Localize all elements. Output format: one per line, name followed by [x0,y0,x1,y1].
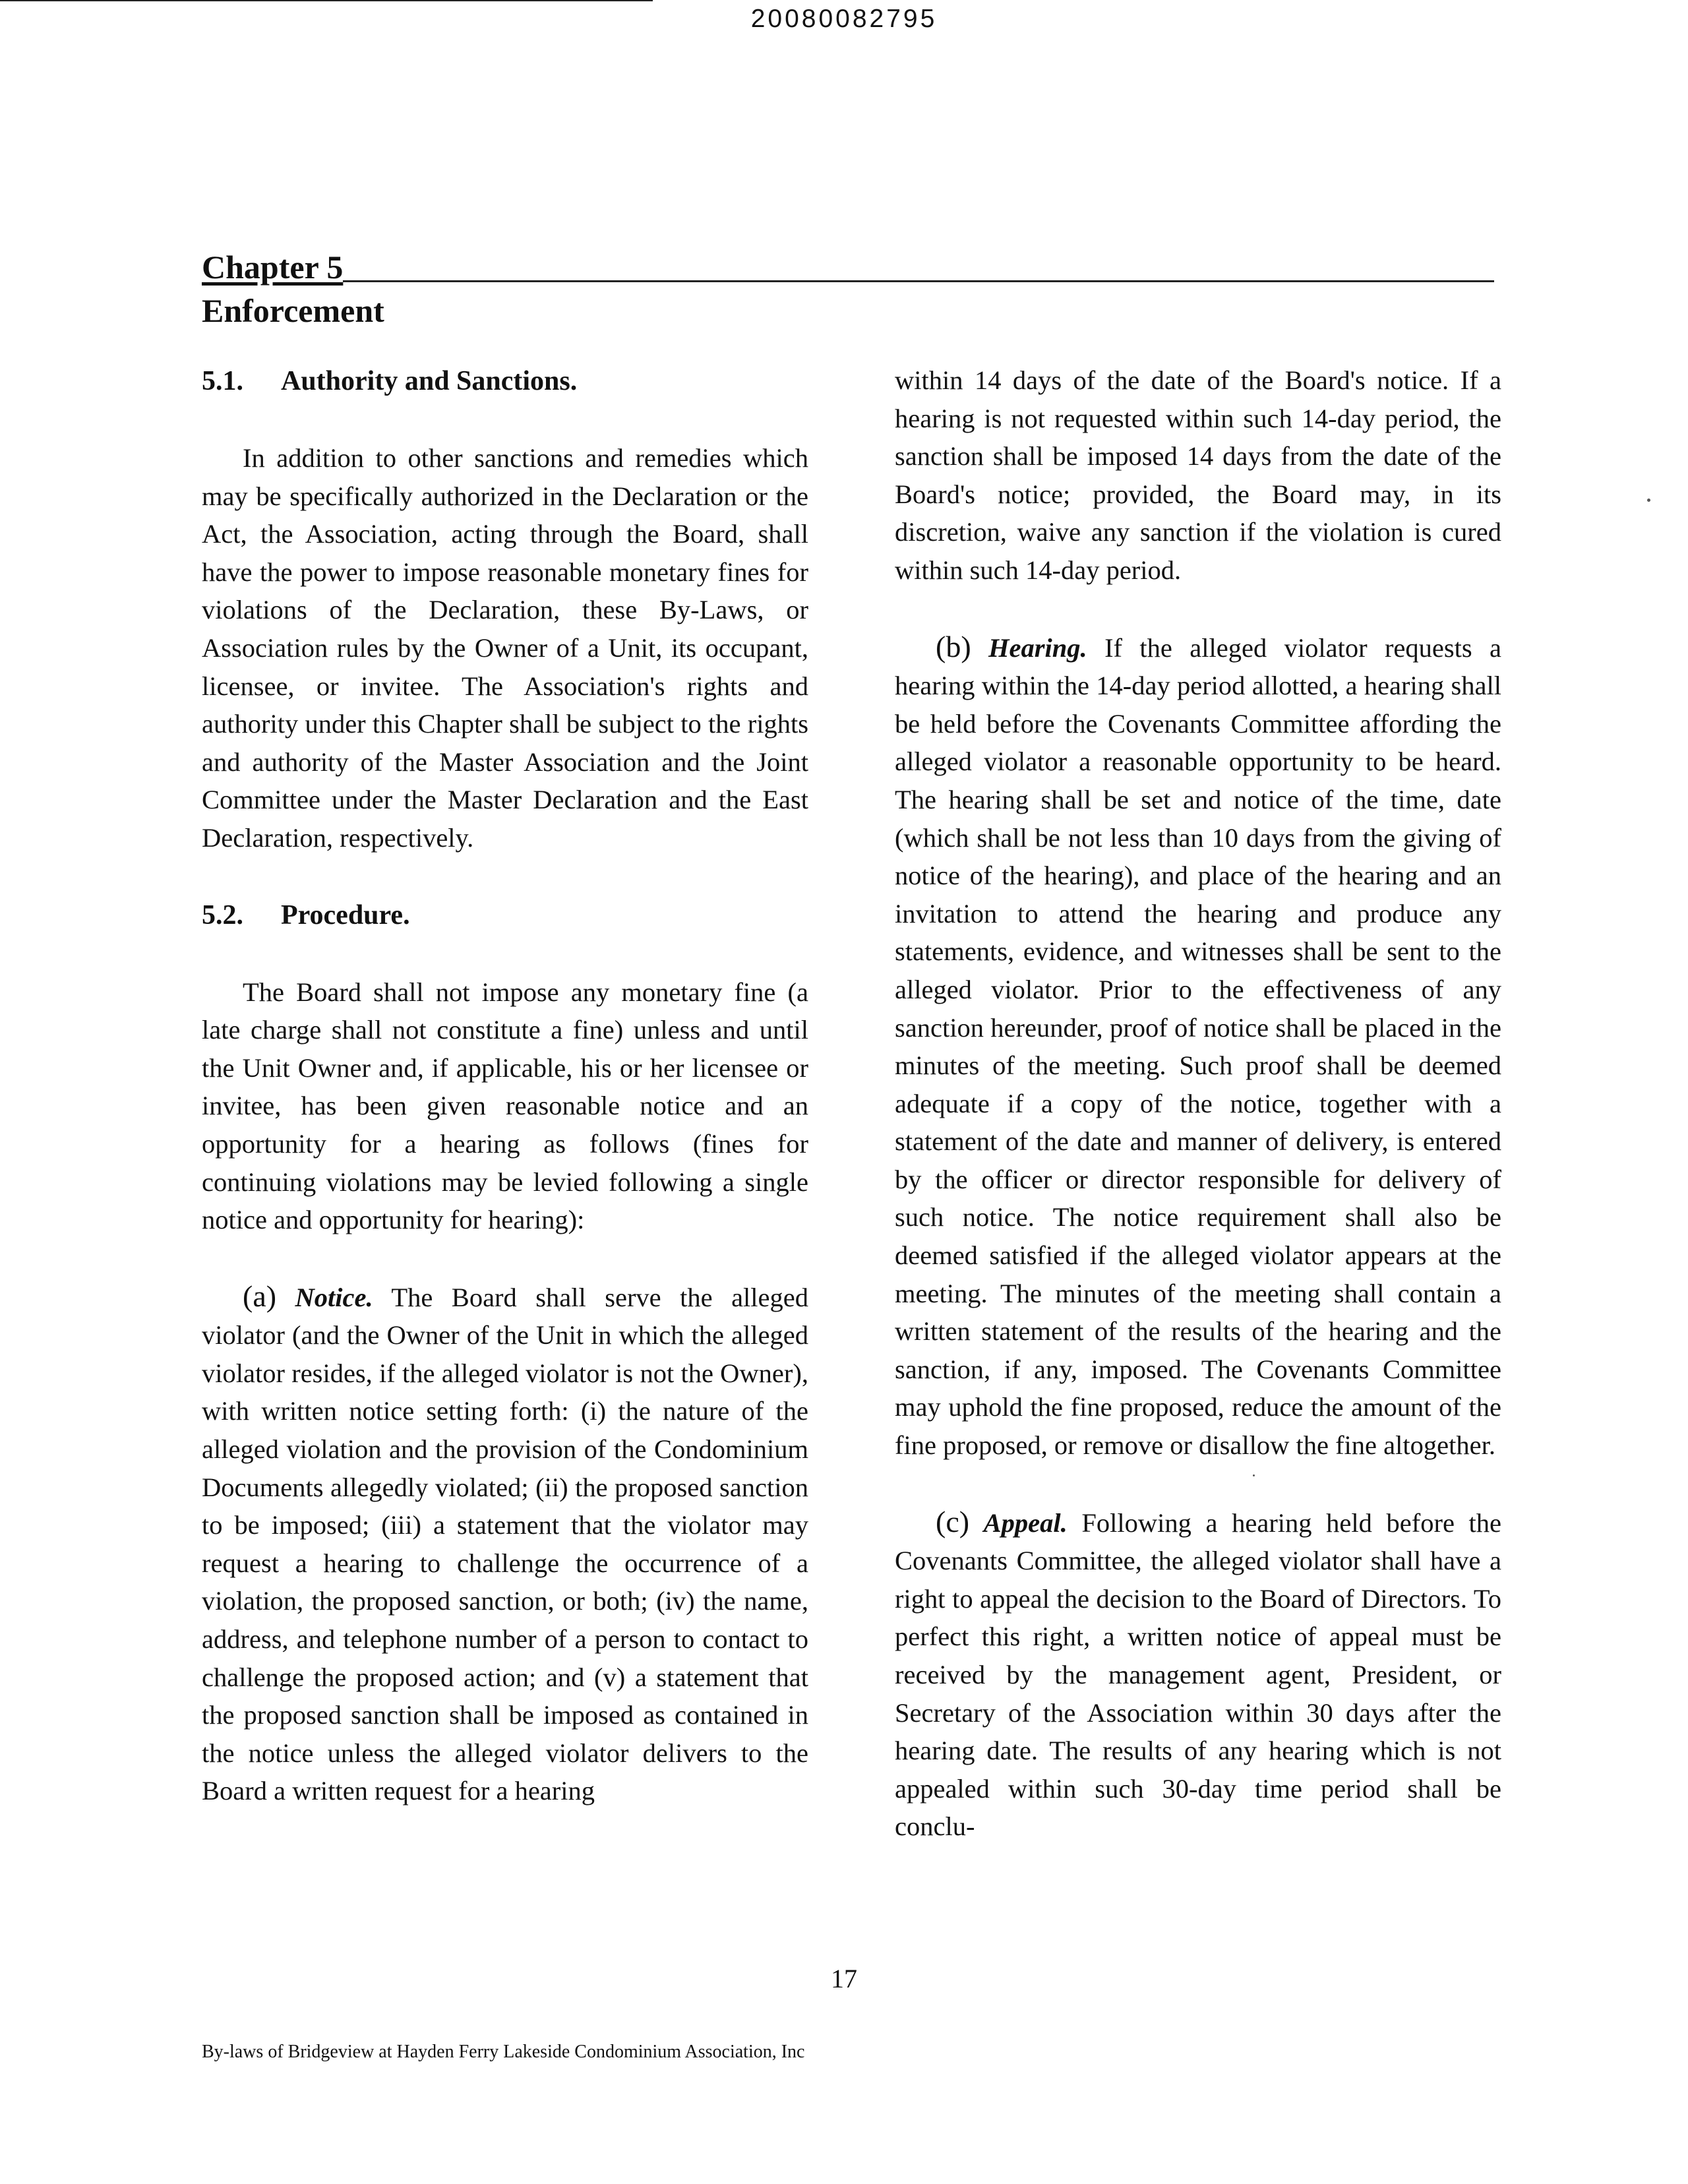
subsection-c-body: Following a hearing held before the Covenants Committee, the alleged violator shall have a right to appeal the decision to the Board of Directors. To perfect this right, a written notice of appeal must be received by the management agent, President, or Secretary of the Association within 30 days after the hearing date. The results of any hearing which is not appealed within such 30-day time period shall be conclu- [895,1507,1502,1842]
right-column [895,361,1501,1846]
page-number: 17 [831,1964,857,1993]
subsection-a-paragraph [202,1277,808,1810]
chapter-subtitle: Enforcement [202,292,384,329]
section-5-2-title: Procedure. [281,899,410,930]
footer-text: By-laws of Bridgeview at Hayden Ferry Lakeside Condominium Association, Inc [202,2042,805,2062]
subsection-a-body: The Board shall serve the alleged violator (and the Owner of the Unit in which the alleged violator resides, if the alleged violator is not the Owner), with written notice setting forth: (i) the nature of the alleged violation and the provision of the Condominium Documents allegedly violated; (ii) the proposed sanction to be imposed; (iii) a statement that the violator may request a hearing to challenge the occurrence of a violation, the proposed sanction, or both; (iv) the name, address, and telephone number of a person to contact to challenge the proposed action; and (v) a statement that the proposed sanction shall be imposed as contained in the notice unless the alleged violator delivers to the Board a written request for a hearing [202,1282,808,1806]
section-5-2-body: The Board shall not impose any monetary fine (a late charge shall not constitute a fine) unless and until the Unit Owner and, if applicable, his or her licensee or invitee, has been given reasonable notice and an opportunity for a hearing as follows (fines for continuing violations may be levied following a single notice and opportunity for hearing): [202,977,808,1235]
subsection-a-title: Notice. [295,1282,373,1312]
section-5-1-heading [202,361,808,401]
scan-speck [1253,1474,1255,1476]
subsection-b-body: If the alleged violator requests a hearing within the 14-day period allotted, a hearing shall be held before the Covenants Committee affording the alleged violator a reasonable opportunity to be heard. The hearing shall be set and notice of the time, date (which shall be not less than 10 days from the giving of notice of the hearing), and place of the hearing and an invitation to attend the hearing and produce any statements, evidence, and witnesses shall be sent to the alleged violator. Prior to the effectiveness of any sanction hereunder, proof of notice shall be placed in the minutes of the meeting. Such proof shall be deemed adequate if a copy of the notice, together with a statement of the date and manner of delivery, is entered by the officer or director responsible for delivery of such notice. The notice requirement shall also be deemed satisfied if the alleged violator appears at the meeting. The minutes of the meeting shall contain a written statement of the results of the hearing and the sanction, if any, imposed. The Covenants Committee may uphold the fine proposed, reduce the amount of the fine proposed, or remove or disallow the fine altogether. [895,632,1502,1461]
subsection-c-label: (c) [936,1504,970,1538]
chapter-title-line [202,247,1494,288]
section-5-2-heading [202,895,808,935]
left-column [202,361,808,1810]
chapter-rule [343,280,1494,282]
section-5-2-number: 5.2. [202,899,243,930]
chapter-title: Chapter 5 [202,249,344,286]
subsection-c-paragraph [895,1503,1501,1846]
section-5-1-number: 5.1. [202,366,243,396]
subsection-a-label: (a) [243,1279,277,1313]
section-5-1-title: Authority and Sanctions. [281,366,578,396]
subsection-c-title: Appeal. [983,1507,1068,1538]
subsection-a-continuation: within 14 days of the date of the Board's notice. If a hearing is not requested within such 14-day period, the sanction shall be imposed 14 days from the date of the Board's notice; provided, the Board may, in its discretion, waive any sanction if the violation is cured within such 14-day period. [895,365,1501,585]
subsection-b-label: (b) [936,629,971,663]
scan-speck [1647,499,1650,502]
subsection-b-paragraph [895,628,1501,1465]
subsection-b-title: Hearing. [988,632,1087,663]
section-5-1-body: In addition to other sanctions and remedies which may be specifically authorized in the Declaration or the Act, the Association, acting through the Board, shall have the power to impose reasonable monetary fines for violations of the Declaration, these By-Laws, or Association rules by the Owner of a Unit, its occupant, licensee, or invitee. The Association's rights and authority under this Chapter shall be subject to the rights and authority of the Master Association and the Joint Committee under the Master Declaration and the East Declaration, respectively. [202,443,808,853]
document-number: 20080082795 [750,5,938,33]
top-scan-edge-line [0,0,653,1]
chapter-heading [202,247,1494,331]
